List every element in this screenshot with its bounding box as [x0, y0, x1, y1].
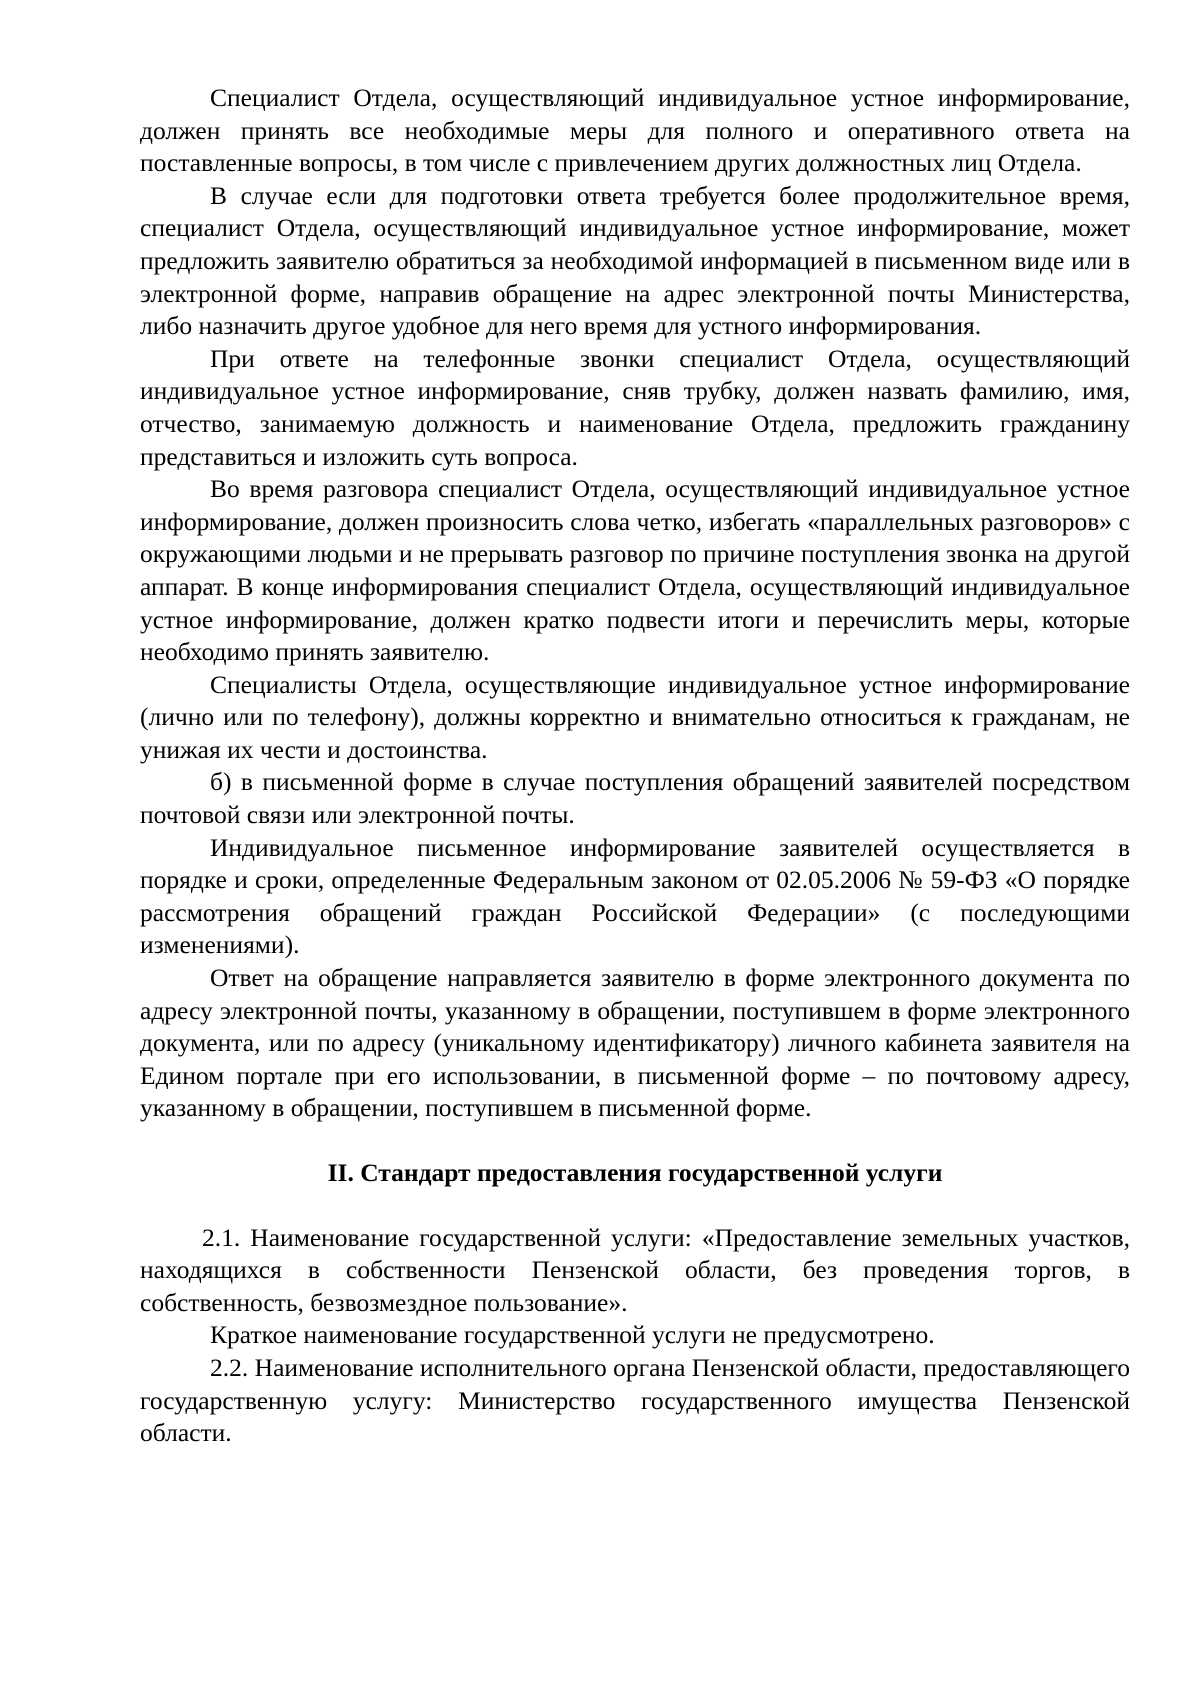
section-heading: II. Стандарт предоставления государственной услуги [327, 1158, 943, 1187]
paragraph-written-form: б) в письменной форме в случае поступления обращений заявителей посредством почтовой связи или электронной почты. [140, 767, 1130, 830]
paragraph-phone-calls: При ответе на телефонные звонки специалист Отдела, осуществляющий индивидуальное устное информирование, сняв трубку, должен назвать фамилию, имя, отчество, занимаемую должность и наименование Отдела, предложить гражданину представиться и изложить суть вопроса. [140, 343, 1130, 471]
spacer [140, 1190, 1130, 1222]
paragraph-oral-info-measures: Специалист Отдела, осуществляющий индивидуальное устное информирование, должен принять все необходимые меры для полного и оперативного ответа на поставленные вопросы, в том числе с привлечением других должностных лиц Отдела. [140, 83, 1130, 178]
document-page [140, 82, 1130, 1450]
paragraph-longer-answer-time: В случае если для подготовки ответа требуется более продолжительное время, специалист Отдела, осуществляющий индивидуальное устное информирование, может предложить заявителю обратиться за необходимой информацией в письменном виде или в электронной форме, направив обращение на адрес электронной почты Министерства, либо назначить другое удобное для него время для устного информирования. [140, 180, 1130, 341]
paragraph-answer-delivery: Ответ на обращение направляется заявителю в форме электронного документа по адресу электронной почты, указанному в обращении, поступившем в форме электронного документа, или по адресу (уникальному идентификатору) личного кабинета заявителя на Едином портале при его использовании, в письменной форме – по почтовому адресу, указанному в обращении, поступившем в письменной форме. [140, 963, 1130, 1123]
paragraph-service-name: 2.1. Наименование государственной услуги: «Предоставление земельных участков, находящихся в собственности Пензенской области, без проведения торгов, в собственность, безвозмездное пользование». [140, 1222, 1130, 1317]
paragraph-written-info-law: Индивидуальное письменное информирование заявителей осуществляется в порядке и сроки, определенные Федеральным законом от 02.05.2006 № 59-ФЗ «О порядке рассмотрения обращений граждан Российской Федерации» (с последующими изменениями). [140, 832, 1130, 960]
paragraph-courtesy: Специалисты Отдела, осуществляющие индивидуальное устное информирование (лично или по телефону), должны корректно и внимательно относиться к гражданам, не унижая их чести и достоинства. [140, 669, 1130, 764]
paragraph-short-name: Краткое наименование государственной услуги не предусмотрено. [210, 1320, 935, 1350]
spacer [140, 1125, 1130, 1157]
paragraph-executive-body: 2.2. Наименование исполнительного органа Пензенской области, предоставляющего государственную услугу: Министерство государственного имущества Пензенской области. [140, 1352, 1130, 1448]
paragraph-conversation-rules: Во время разговора специалист Отдела, осуществляющий индивидуальное устное информирование, должен произносить слова четко, избегать «параллельных разговоров» с окружающими людьми и не прерывать разговор по причине поступления звонка на другой аппарат. В конце информирования специалист Отдела, осуществляющий индивидуальное устное информирование, должен кратко подвести итоги и перечислить меры, которые необходимо принять заявителю. [140, 474, 1130, 667]
